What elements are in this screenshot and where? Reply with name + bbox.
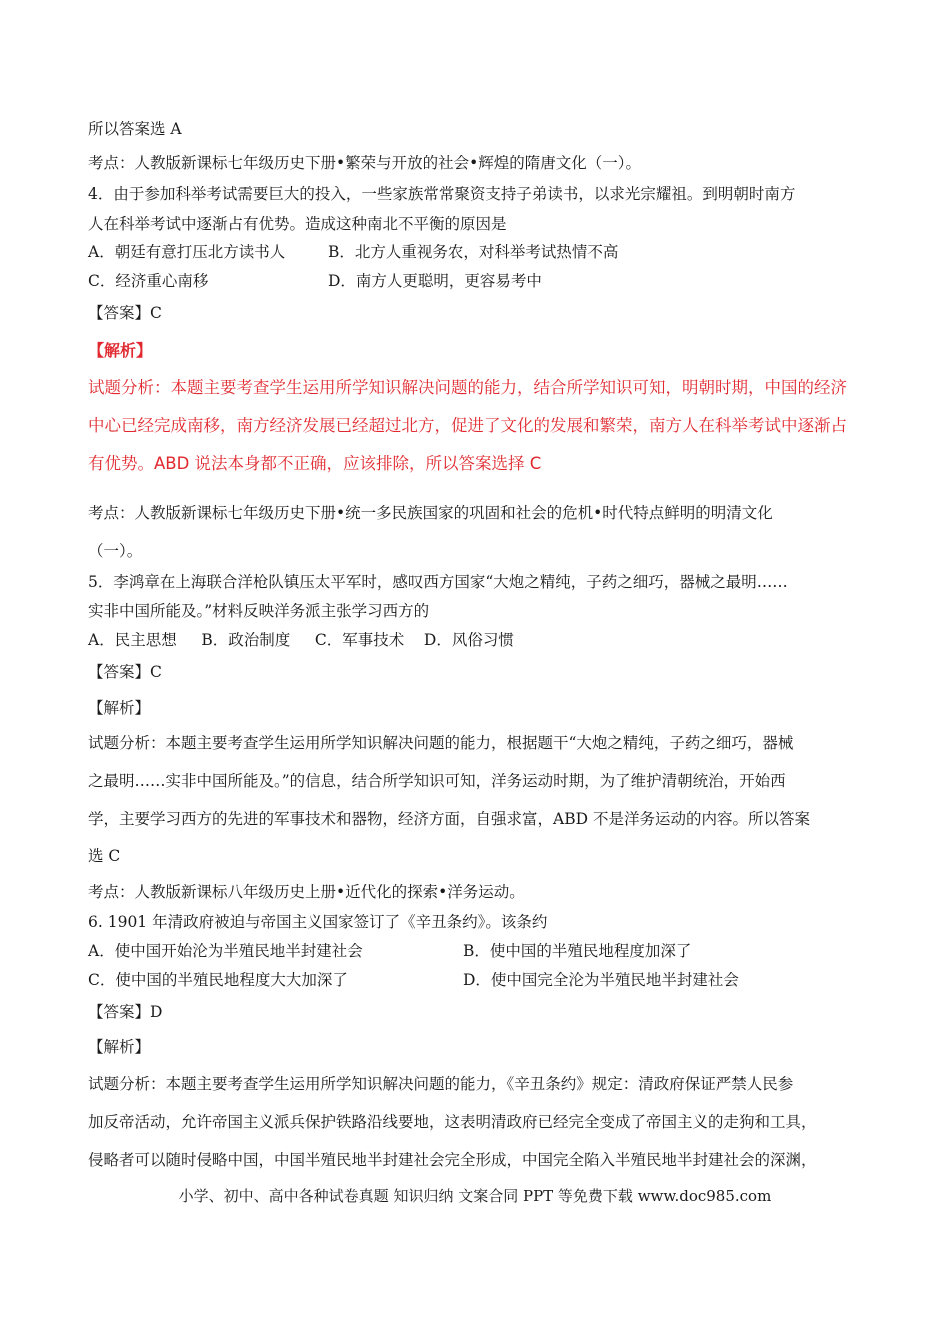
answer-line: 所以答案选 A: [88, 120, 182, 138]
q6-answer: 【答案】D: [88, 1003, 163, 1021]
q4-stem-1: 4．由于参加科举考试需要巨大的投入，一些家族常常聚资支持子弟读书，以求光宗耀祖。到明朝时南方: [88, 185, 796, 203]
q5-stem-1: 5．李鸿章在上海联合洋枪队镇压太平军时，感叹西方国家“大炮之精纯，子药之细巧，器械之最明……: [88, 573, 788, 591]
q5-analysis-1: 试题分析：本题主要考查学生运用所学知识解决问题的能力，根据题干“大炮之精纯，子药之细巧，器械: [88, 734, 794, 752]
q4-knowledge-point-2: （一）。: [88, 542, 143, 560]
q6-analysis-heading: 【解析】: [88, 1038, 151, 1056]
q5-analysis-4: 选 C: [88, 847, 121, 865]
knowledge-point: 考点：人教版新课标七年级历史下册•繁荣与开放的社会•辉煌的隋唐文化（一）。: [88, 154, 642, 172]
q5-options: A．民主思想 B．政治制度 C．军事技术 D．风俗习惯: [88, 631, 514, 649]
q5-analysis-heading: 【解析】: [88, 699, 151, 717]
q4-knowledge-point-1: 考点：人教版新课标七年级历史下册•统一多民族国家的巩固和社会的危机•时代特点鲜明的明清文化: [88, 504, 773, 522]
q5-analysis-2: 之最明……实非中国所能及。”的信息，结合所学知识可知，洋务运动时期，为了维护清朝统治，开始西: [88, 772, 786, 790]
q4-analysis-heading: 【解析】: [88, 341, 153, 360]
q4-option-d: D．南方人更聪明，更容易考中: [328, 272, 542, 290]
q6-option-d: D．使中国完全沦为半殖民地半封建社会: [463, 971, 739, 989]
q6-stem: 6. 1901 年清政府被迫与帝国主义国家签订了《辛丑条约》。该条约: [88, 913, 548, 931]
q4-analysis-2: 中心已经完成南移，南方经济发展已经超过北方，促进了文化的发展和繁荣，南方人在科举考试中逐渐占: [88, 416, 847, 435]
q4-answer: 【答案】C: [88, 304, 162, 322]
q6-option-a: A．使中国开始沦为半殖民地半封建社会: [88, 942, 363, 960]
q4-option-a: A．朝廷有意打压北方读书人: [88, 243, 286, 261]
q6-analysis-2: 加反帝活动，允许帝国主义派兵保护铁路沿线要地，这表明清政府已经完全变成了帝国主义的走狗和工具，: [88, 1113, 817, 1131]
q4-stem-2: 人在科举考试中逐渐占有优势。造成这种南北不平衡的原因是: [88, 215, 507, 233]
q4-analysis-1: 试题分析：本题主要考查学生运用所学知识解决问题的能力，结合所学知识可知，明朝时期，中国的经济: [88, 378, 847, 397]
q6-option-c: C．使中国的半殖民地程度大大加深了: [88, 971, 348, 989]
q5-analysis-3: 学，主要学习西方的先进的军事技术和器物，经济方面，自强求富，ABD 不是洋务运动的内容。所以答案: [88, 810, 810, 828]
q4-analysis-3: 有优势。ABD 说法本身都不正确，应该排除，所以答案选择 C: [88, 454, 542, 473]
q6-analysis-3: 侵略者可以随时侵略中国，中国半殖民地半封建社会完全形成，中国完全陷入半殖民地半封建社会的深渊，: [88, 1151, 817, 1169]
q5-answer: 【答案】C: [88, 663, 162, 681]
q6-analysis-1: 试题分析：本题主要考查学生运用所学知识解决问题的能力，《辛丑条约》规定：清政府保证严禁人民参: [88, 1075, 794, 1093]
q4-option-b: B．北方人重视务农，对科举考试热情不高: [328, 243, 619, 261]
page-footer: 小学、初中、高中各种试卷真题 知识归纳 文案合同 PPT 等免费下载 www.doc985.com: [178, 1187, 772, 1205]
q5-stem-2: 实非中国所能及。”材料反映洋务派主张学习西方的: [88, 602, 430, 620]
q4-option-c: C．经济重心南移: [88, 272, 209, 290]
q6-option-b: B．使中国的半殖民地程度加深了: [463, 942, 692, 960]
q5-knowledge-point: 考点：人教版新课标八年级历史上册•近代化的探索•洋务运动。: [88, 883, 525, 901]
